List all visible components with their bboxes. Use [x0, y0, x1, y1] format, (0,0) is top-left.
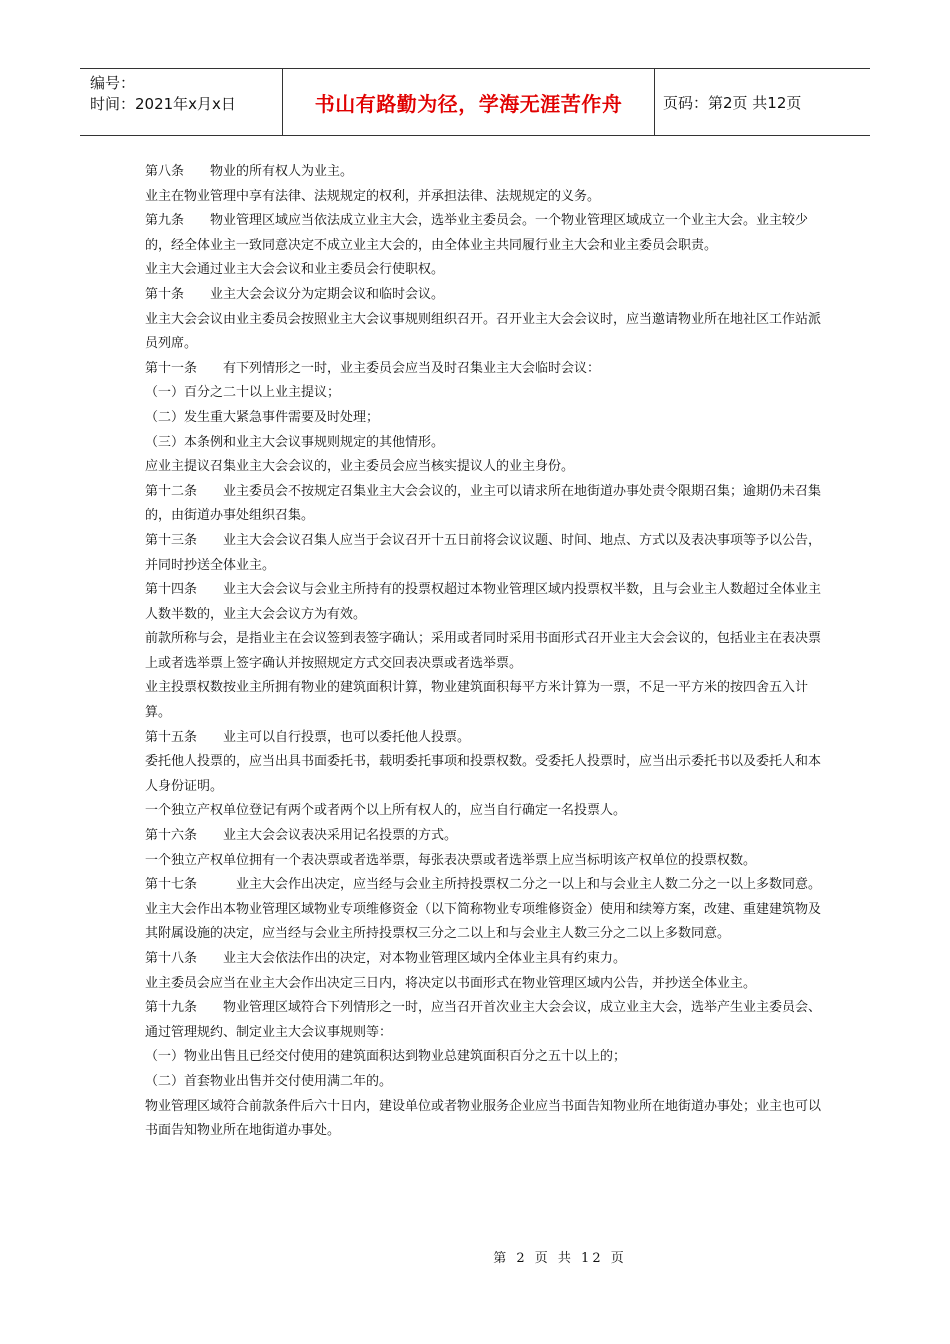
header-page-info: 页码：第2页 共12页 [663, 93, 802, 112]
article-paragraph: 第十八条 业主大会依法作出的决定，对本物业管理区域内全体业主具有约束力。 [145, 951, 627, 966]
article-paragraph: 业主大会会议由业主委员会按照业主大会议事规则组织召开。召开业主大会会议时，应当邀请物业所在地社区工作站派员列席。 [145, 311, 822, 352]
article-paragraph: （三）本条例和业主大会议事规则规定的其他情形。 [145, 434, 445, 450]
article-paragraph: 第十四条 业主大会会议与会业主所持有的投票权超过本物业管理区域内投票权半数，且与会业主人数超过全体业主人数半数的，业主大会会议方为有效。 [145, 582, 822, 622]
article-paragraph: 第八条 物业的所有权人为业主。 [145, 164, 354, 179]
article-paragraph: 第十九条 物业管理区域符合下列情形之一时，应当召开首次业主大会会议，成立业主大会，选举产生业主委员会、通过管理规约、制定业主大会议事规则等： [145, 1000, 822, 1040]
article-paragraph: 第十一条 有下列情形之一时，业主委员会应当及时召集业主大会临时会议： [145, 360, 601, 376]
article-paragraph: （二）首套物业出售并交付使用满二年的。 [145, 1073, 393, 1089]
page-footer: 第 2 页 共 12 页 [493, 1251, 627, 1266]
article-paragraph: 业主大会作出本物业管理区域物业专项维修资金（以下简称物业专项维修资金）使用和续筹方案，改建、重建建筑物及其附属设施的决定，应当经与会业主所持投票权三分之二以上和与会业主人数三分之二以上多数同意。 [145, 901, 822, 942]
document-date-label: 时间：2021年x月x日 [90, 95, 236, 113]
header-motto: 书山有路勤为径，学海无涯苦作舟 [282, 69, 655, 135]
article-paragraph: 第十六条 业主大会会议表决采用记名投票的方式。 [145, 828, 458, 844]
article-paragraph: 第十条 业主大会会议分为定期会议和临时会议。 [145, 286, 445, 302]
article-paragraph: 业主投票权数按业主所拥有物业的建筑面积计算，物业建筑面积每平方米计算为一票，不足一平方米的按四舍五入计算。 [145, 680, 809, 721]
article-paragraph: 业主委员会应当在业主大会作出决定三日内，将决定以书面形式在物业管理区域内公告，并抄送全体业主。 [145, 975, 757, 991]
article-paragraph: （一）物业出售且已经交付使用的建筑面积达到物业总建筑面积百分之五十以上的； [145, 1049, 627, 1065]
article-paragraph: 第十三条 业主大会会议召集人应当于会议召开十五日前将会议议题、时间、地点、方式以及表决事项等予以公告，并同时抄送全体业主。 [145, 532, 822, 573]
article-paragraph: 业主大会通过业主大会会议和业主委员会行使职权。 [145, 262, 445, 278]
article-paragraph: 第十五条 业主可以自行投票，也可以委托他人投票。 [145, 729, 471, 745]
article-paragraph: 第十二条 业主委员会不按规定召集业主大会会议的，业主可以请求所在地街道办事处责令限期召集；逾期仍未召集的，由街道办事处组织召集。 [145, 483, 822, 524]
article-paragraph: 委托他人投票的，应当出具书面委托书，载明委托事项和投票权数。受委托人投票时，应当出示委托书以及委托人和本人身份证明。 [145, 754, 822, 794]
article-paragraph: （一）百分之二十以上业主提议； [145, 385, 341, 401]
page-header [80, 68, 870, 136]
article-paragraph: 一个独立产权单位拥有一个表决票或者选举票，每张表决票或者选举票上应当标明该产权单位的投票权数。 [145, 852, 757, 868]
document-number-label: 编号： [90, 74, 136, 92]
article-paragraph: 前款所称与会，是指业主在会议签到表签字确认；采用或者同时采用书面形式召开业主大会会议的，包括业主在表决票上或者选举票上签字确认并按照规定方式交回表决票或者选举票。 [145, 631, 822, 671]
header-meta [80, 69, 282, 135]
article-paragraph: 物业管理区域符合前款条件后六十日内，建设单位或者物业服务企业应当书面告知物业所在地街道办事处；业主也可以书面告知物业所在地街道办事处。 [145, 1098, 822, 1139]
article-paragraph: 业主在物业管理中享有法律、法规规定的权利，并承担法律、法规规定的义务。 [145, 188, 601, 204]
article-paragraph: 第九条 物业管理区域应当依法成立业主大会，选举业主委员会。一个物业管理区域成立一个业主大会。业主较少的，经全体业主一致同意决定不成立业主大会的，由全体业主共同履行业主大会和业主委员会职责。 [145, 213, 809, 253]
article-paragraph: 一个独立产权单位登记有两个或者两个以上所有权人的，应当自行确定一名投票人。 [145, 803, 627, 819]
article-paragraph: （二）发生重大紧急事件需要及时处理； [145, 409, 380, 425]
document-body [145, 160, 825, 1144]
article-paragraph: 第十七条 业主大会作出决定，应当经与会业主所持投票权二分之一以上和与会业主人数二分之一以上多数同意。 [145, 877, 822, 893]
article-paragraph: 应业主提议召集业主大会会议的，业主委员会应当核实提议人的业主身份。 [145, 459, 575, 475]
